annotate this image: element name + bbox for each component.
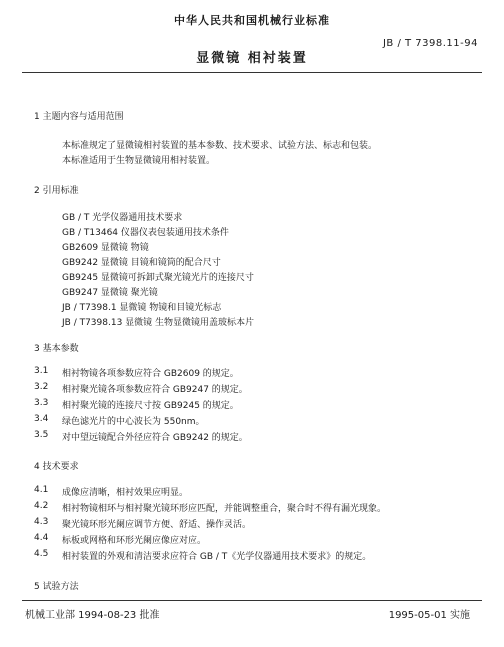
implementation-date: 1995-05-01 实施 bbox=[388, 610, 470, 621]
footer-rule bbox=[22, 600, 482, 601]
header-rule bbox=[22, 72, 482, 73]
clause-text: 绿色滤光片的中心波长为 550nm。 bbox=[62, 417, 205, 427]
clause-text: 相衬物镜各项参数应符合 GB2609 的规定。 bbox=[62, 369, 239, 379]
clause-number: 4.3 bbox=[34, 517, 49, 527]
section-1-paragraph: 本标准规定了显微镜相衬装置的基本参数、技术要求、试验方法、标志和包装。 bbox=[62, 141, 378, 151]
clause-number: 3.3 bbox=[34, 398, 49, 408]
section-1-heading: 1 主题内容与适用范围 bbox=[34, 112, 124, 122]
reference-item: GB / T 光学仪器通用技术要求 bbox=[62, 213, 183, 223]
issuer-header: 中华人民共和国机械行业标准 bbox=[174, 14, 330, 27]
clause-number: 3.4 bbox=[34, 414, 49, 424]
clause-text: 成像应清晰，相衬效果应明显。 bbox=[62, 488, 189, 498]
clause-number: 3.2 bbox=[34, 382, 49, 392]
clause-number: 4.1 bbox=[34, 485, 49, 495]
reference-item: GB9242 显微镜 目镜和镜筒的配合尺寸 bbox=[62, 258, 221, 268]
clause-number: 3.5 bbox=[34, 430, 49, 440]
clause-text: 相衬聚光镜各项参数应符合 GB9247 的规定。 bbox=[62, 385, 248, 395]
section-1-paragraph: 本标准适用于生物显微镜用相衬装置。 bbox=[62, 156, 216, 166]
reference-item: JB / T7398.1 显微镜 物镜和目镜光标志 bbox=[62, 303, 222, 313]
section-3-heading: 3 基本参数 bbox=[34, 344, 79, 354]
approval-note: 机械工业部 1994-08-23 批准 bbox=[25, 610, 160, 621]
clause-text: 相衬装置的外观和清洁要求应符合 GB / T《光学仪器通用技术要求》的规定。 bbox=[62, 552, 372, 562]
standard-number: JB / T 7398.11-94 bbox=[382, 38, 478, 49]
clause-text: 相衬聚光镜的连接尺寸按 GB9245 的规定。 bbox=[62, 401, 239, 411]
clause-number: 4.2 bbox=[34, 501, 49, 511]
clause-number: 4.5 bbox=[34, 549, 49, 559]
section-5-heading: 5 试验方法 bbox=[34, 582, 79, 592]
section-4-heading: 4 技术要求 bbox=[34, 462, 79, 472]
document-title: 显微镜 相衬装置 bbox=[196, 51, 308, 66]
clause-text: 相衬物镜相环与相衬聚光镜环形应匹配，并能调整重合，聚合时不得有漏光现象。 bbox=[62, 504, 387, 514]
reference-item: GB / T13464 仪器仪表包装通用技术条件 bbox=[62, 228, 229, 238]
clause-text: 聚光镜环形光阑应调节方便、舒适、操作灵活。 bbox=[62, 520, 252, 530]
clause-number: 3.1 bbox=[34, 366, 49, 376]
reference-item: JB / T7398.13 显微镜 生物显微镜用盖玻标本片 bbox=[62, 318, 255, 328]
reference-item: GB2609 显微镜 物镜 bbox=[62, 243, 149, 253]
reference-item: GB9247 显微镜 聚光镜 bbox=[62, 288, 158, 298]
reference-item: GB9245 显微镜可拆卸式聚光镜光片的连接尺寸 bbox=[62, 273, 254, 283]
clause-text: 标板或网格和环形光阑应像应对应。 bbox=[62, 536, 207, 546]
clause-number: 4.4 bbox=[34, 533, 49, 543]
clause-text: 对中望远镜配合外径应符合 GB9242 的规定。 bbox=[62, 433, 248, 443]
section-2-heading: 2 引用标准 bbox=[34, 186, 79, 196]
